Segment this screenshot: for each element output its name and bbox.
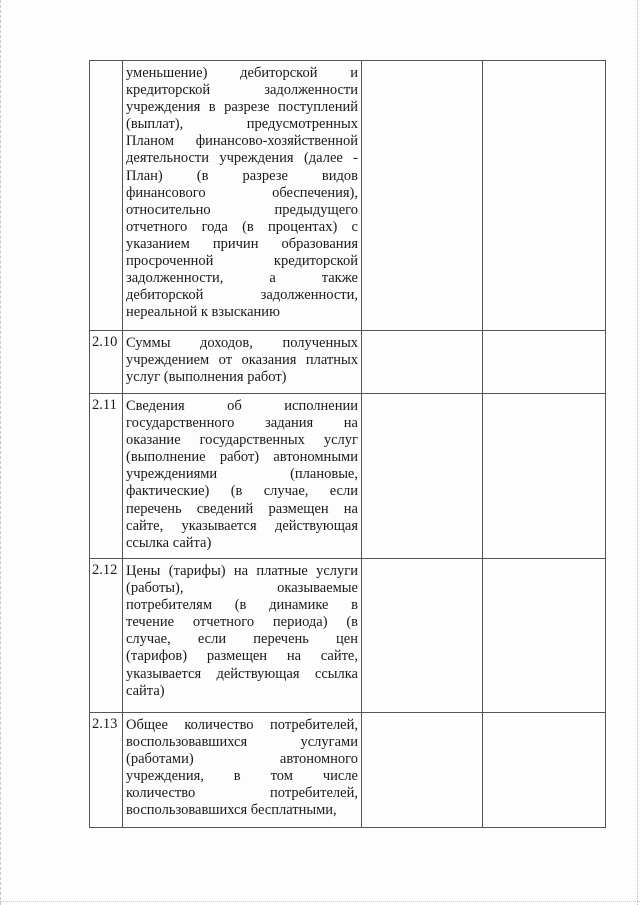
description-line: Планом финансово-хозяйственной	[126, 133, 358, 150]
description-line: учреждениями (плановые,	[126, 466, 358, 483]
description-line: потребителям (в динамике в	[126, 597, 358, 614]
description-line: уменьшение) дебиторской и	[126, 65, 358, 81]
description-line: План) (в разрезе видов	[126, 167, 358, 184]
description-line: деятельности учреждения (далее -	[126, 150, 358, 167]
empty-cell-col3	[362, 331, 483, 394]
scan-bottom-edge	[0, 900, 640, 902]
description-line: течение отчетного периода) (в	[126, 614, 358, 631]
table-row	[90, 559, 606, 713]
description-line: (выполнение работ) автономными	[126, 449, 358, 466]
description-line: указанием причин образования	[126, 235, 358, 252]
row-description	[123, 559, 362, 713]
description-line: кредиторской задолженности	[126, 82, 358, 99]
empty-cell-col4	[483, 713, 606, 828]
description-line: задолженности, а также	[126, 270, 358, 287]
description-line: отчетного года (в процентах) с	[126, 218, 358, 235]
description-line: Цены (тарифы) на платные услуги	[126, 563, 358, 579]
description-line: указывается действующая ссылка	[126, 665, 358, 682]
table-row	[90, 394, 606, 559]
empty-cell-col3	[362, 61, 483, 331]
table-row	[90, 61, 606, 331]
empty-cell-col3	[362, 713, 483, 828]
row-description	[123, 713, 362, 828]
scan-left-edge	[0, 0, 4, 905]
description-line: случае, если перечень цен	[126, 631, 358, 648]
empty-cell-col4	[483, 61, 606, 331]
description-line: воспользовавшихся бесплатными,	[126, 802, 337, 819]
row-number: 2.13	[90, 713, 123, 828]
description-line: услуг (выполнения работ)	[126, 369, 287, 386]
row-number: 2.11	[90, 394, 123, 559]
description-line: учреждения в разрезе поступлений	[126, 99, 358, 116]
row-description	[123, 331, 362, 394]
description-line: количество потребителей,	[126, 785, 358, 802]
description-line: (тарифов) размещен на сайте,	[126, 648, 358, 665]
row-number	[90, 61, 123, 331]
description-line: просроченной кредиторской	[126, 253, 358, 270]
row-number: 2.10	[90, 331, 123, 394]
description-line: оказание государственных услуг	[126, 432, 358, 449]
row-description	[123, 61, 362, 331]
description-line: фактические) (в случае, если	[126, 483, 358, 500]
description-line: воспользовавшихся услугами	[126, 734, 358, 751]
row-description	[123, 394, 362, 559]
description-line: (работами) автономного	[126, 751, 358, 768]
table-row	[90, 331, 606, 394]
empty-cell-col3	[362, 394, 483, 559]
empty-cell-col4	[483, 394, 606, 559]
description-line: сайте, указывается действующая	[126, 517, 358, 534]
description-line: сайта)	[126, 682, 165, 699]
description-line: финансового обеспечения),	[126, 184, 358, 201]
description-line: учреждения, в том числе	[126, 768, 358, 785]
empty-cell-col4	[483, 331, 606, 394]
description-line: нереальной к взысканию	[126, 304, 280, 321]
description-line: государственного задания на	[126, 415, 358, 432]
empty-cell-col3	[362, 559, 483, 713]
report-table	[89, 60, 606, 828]
report-table-body	[90, 61, 606, 828]
description-line: (работы), оказываемые	[126, 580, 358, 597]
scan-right-edge	[635, 0, 638, 905]
description-line: перечень сведений размещен на	[126, 500, 358, 517]
description-line: Суммы доходов, полученных	[126, 335, 358, 351]
description-line: Общее количество потребителей,	[126, 717, 358, 733]
description-line: Сведения об исполнении	[126, 398, 358, 414]
row-number: 2.12	[90, 559, 123, 713]
description-line: учреждением от оказания платных	[126, 352, 358, 369]
description-line: (выплат), предусмотренных	[126, 116, 358, 133]
table-row	[90, 713, 606, 828]
description-line: ссылка сайта)	[126, 534, 212, 551]
description-line: относительно предыдущего	[126, 201, 358, 218]
empty-cell-col4	[483, 559, 606, 713]
description-line: дебиторской задолженности,	[126, 287, 358, 304]
